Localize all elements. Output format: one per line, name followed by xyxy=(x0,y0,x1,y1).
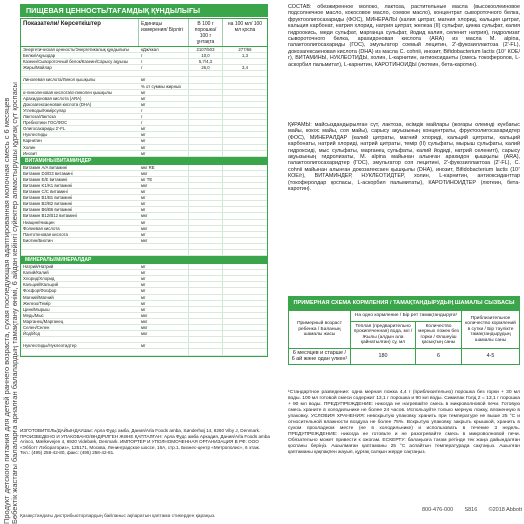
nutrition-cell xyxy=(189,313,223,318)
nutrition-cell: Натрий/Натрий xyxy=(23,264,54,270)
nutrition-cell: Йод/Йод xyxy=(23,331,40,337)
nutrition-cell xyxy=(189,183,223,188)
nutrition-cell xyxy=(189,331,223,336)
nutrition-cell xyxy=(189,270,223,275)
nutrition-cell xyxy=(139,250,189,255)
nutrition-cell: мкг xyxy=(139,331,189,336)
nutrition-cell xyxy=(223,84,267,89)
nutrition-cell: Лактоза/Лактоза xyxy=(23,114,56,120)
nutrition-cell: Фолиевая кислота xyxy=(23,225,60,231)
nutrition-cell: мг xyxy=(139,282,189,287)
nutrition-cell: 10,0 xyxy=(189,53,223,58)
nutrition-cell xyxy=(189,319,223,324)
nutrition-cell: мкг xyxy=(139,183,189,188)
nutrition-cell xyxy=(189,295,223,300)
nutrition-cell xyxy=(223,138,267,143)
nutrition-cell xyxy=(189,276,223,281)
nutrition-cell xyxy=(223,151,267,156)
nutrition-cell: мкг xyxy=(139,325,189,330)
left-panel xyxy=(20,0,270,524)
nutrition-cell: г xyxy=(139,120,189,125)
nutrition-cell: мг xyxy=(139,90,189,95)
nutrition-cell: мг xyxy=(139,276,189,281)
nutrition-cell: Марганец/Марганец xyxy=(23,318,64,324)
nutrition-cell xyxy=(189,171,223,176)
nutrition-cell: 1,3 xyxy=(242,53,248,59)
feed-col-per-feed: На одно кормление / Бір рет тамақтандыруға¹ xyxy=(351,311,462,322)
nutrition-cell xyxy=(189,301,223,306)
product-code: S816 xyxy=(464,507,478,513)
nutrition-cell xyxy=(223,288,267,293)
nutrition-cell xyxy=(223,189,267,194)
feeding-schedule xyxy=(288,296,520,365)
nutrition-cell xyxy=(189,238,223,243)
manufacturer-text: ИЗГОТОВИТЕЛЬ/ДАЙЫНДАУШЫ: Арла Фудс амба, Дания/Arla Foods amba, Sønderhøj 14, 8260 Viby J, Denmark. ПРОИЗВЕДЕНО И УПАКОВАНО/ӨНДІРІЛГЕН ЖӘНЕ ҚАПТАЛҒАН: Арла Фудс амба Аркадия, Дания/Arla Foods amba Arinco, Mælkevejen 4, 6920 Videbæk, Denmark. ИМПОРТЕР И УПОЛНОМОЧЕННАЯ ОРГАНИЗАЦИЯ В РФ: ООО «Эбботт Лэбораториз», 125171, Москва, Ленинградское шоссе, 16А, стр.1, Бизнес-центр «Метрополис», 6 этаж. Тел.: (495) 258-42-80, факс: (495) 258-42-81. xyxy=(20,428,270,456)
nutrition-cell xyxy=(189,232,223,237)
nutrition-cell xyxy=(223,276,267,281)
vertical-line-2: Бөбектік жастағы балаларға арналған балалардың тамақтану өнімі, 6 айдан кейінгі сүйектер алмастырушы құрғақ сүт қоспасы xyxy=(10,82,19,524)
feed-col-age: Примерный возраст ребенка / Баланың шамалы жасы xyxy=(289,311,351,349)
nutrition-cell xyxy=(189,102,223,107)
nutrition-cell: % от суммы жирных xyxy=(139,84,189,89)
nutrition-cell xyxy=(223,331,267,336)
nutrition-cell: Ниацин/Ниацин xyxy=(23,219,55,225)
nutrition-cell xyxy=(223,313,267,318)
nutrition-col-header xyxy=(21,19,267,47)
nutrition-cell xyxy=(223,295,267,300)
nutrition-cell xyxy=(21,84,139,89)
nutrition-cell: Магний/Магний xyxy=(23,294,54,300)
nutrition-cell xyxy=(223,171,267,176)
nutrition-cell xyxy=(139,71,189,76)
nutrition-cell: Карнитин xyxy=(23,138,42,144)
hotline: 800-476-000 xyxy=(422,507,454,513)
nutrition-cell xyxy=(223,232,267,237)
nutrition-cell: г xyxy=(139,65,189,70)
composition-kz: ҚҰРАМЫ: майсыздандырылған сүт, лактоза, өсімдік майлары (жоғары олеинді күнбағыс майы, кокос майы, соя майы), сарысу ақуызының концентраты, фруктоолигосахаридтер (ФОС), МИНЕРАЛДАР (калий цитраты, магний хлориді, кальций цитраты, кальций карбонаты, натрий хлориді, натрий цитраты, темір (II) сульфаты, мырыш сульфаты, калий гидроксиді, мыс сульфаты, марганец сульфаты, калий йодиді, натрий селениті), сарысу ақуызының гидролизаты, M. alpina майынан алынған арахидон қышқылы (ARA), галактоолигосахаридтер (ГОС), эмульгатор соя лецитині, 2'-фукозиллактоза (2'-FL), C. cohnii майынан алынған докозагексаен қышқылы (DHA), инозит, Bifidobacterium lactis (10⁷ КОЕ/г), ВИТАМИНДЕР, НУКЛЕОТИДТЕР, холин, L-карнитин, антиоксиданттар (токоферолдар қоспасы, L-аскорбил пальмитаты), КАРОТИНОИДТЕР (лютеин, бета-каротин). xyxy=(288,122,520,193)
nutrition-cell xyxy=(189,288,223,293)
nutrition-cell: Нуклеотиды/Нуклеотидтер xyxy=(23,343,77,349)
nutrition-cell xyxy=(189,264,223,269)
nutrition-cell xyxy=(189,132,223,137)
nutrition-cell: Олигосахариды 2'-FL xyxy=(23,126,66,132)
nutrition-cell xyxy=(223,307,267,312)
nutrition-cell: мг xyxy=(139,77,189,82)
nutrition-cell: 2107/503 xyxy=(189,47,223,52)
nutrition-cell: мг xyxy=(139,96,189,101)
nutrition-cell xyxy=(223,177,267,182)
nutrition-cell xyxy=(189,220,223,225)
nutrition-rows-main xyxy=(21,47,267,157)
nutrition-cell xyxy=(189,71,223,76)
nutrition-cell: Казеин/Сывороточный белок/Казеин/Сарысу ақуызы xyxy=(23,59,129,65)
nutrition-cell xyxy=(189,165,223,170)
nutrition-cell xyxy=(223,201,267,206)
nutrition-cell xyxy=(223,301,267,306)
feed-val-water: 180 xyxy=(351,348,416,364)
nutrition-cell: мг xyxy=(139,288,189,293)
nutrition-cell xyxy=(223,264,267,269)
nutrition-cell xyxy=(21,337,139,342)
nutrition-cell: 3,4 xyxy=(242,65,248,71)
nutrition-cell: Линолевая кислота/Линол қышқылы xyxy=(23,77,96,83)
nutrition-cell xyxy=(223,325,267,330)
nutrition-cell xyxy=(223,145,267,150)
nutrition-cell: мг TE xyxy=(139,177,189,182)
nutrition-header: ПИЩЕВАЯ ЦЕННОСТЬ/ТАҒАМДЫҚ ҚҰНДЫЛЫҒЫ xyxy=(20,4,268,17)
nutrition-cell: Железо/Темір xyxy=(23,300,51,306)
feed-col-count: Приблизительное количество кормлений в сутки / Бір тәулікте тамақтандырудың шамалы саны xyxy=(462,311,520,349)
nutrition-cell xyxy=(223,77,267,82)
col-per100ml: на 100 мл/ 100 мл қоспа xyxy=(227,21,263,33)
nutrition-cell: мг xyxy=(139,343,189,348)
feed-sub-spoons: Количество мерных ложек без горки / Өлшеуіш қасықтың саны xyxy=(415,321,461,348)
nutrition-cell: 277/66 xyxy=(238,47,252,52)
nutrition-cell xyxy=(223,207,267,212)
nutrition-cell xyxy=(189,226,223,231)
nutrition-cell xyxy=(189,349,223,354)
nutrition-cell xyxy=(223,183,267,188)
nutrition-cell xyxy=(223,349,267,354)
minerals-header: МИНЕРАЛЫ/МИНЕРАЛДАР xyxy=(21,256,267,264)
col-per100g: В 100 г порошка/ 100 г ұнтақта xyxy=(189,19,223,46)
nutrition-cell: Кальций/Кальций xyxy=(23,282,58,288)
nutrition-cell: Арахидоновая кислота (ARA) xyxy=(23,95,82,101)
feeding-header: ПРИМЕРНАЯ СХЕМА КОРМЛЕНИЯ / ТАМАҚТАНДЫРУДЫҢ ШАМАЛЫ СЫЗБАСЫ xyxy=(288,296,520,310)
nutrition-cell xyxy=(223,96,267,101)
nutrition-cell xyxy=(223,238,267,243)
vertical-side-text xyxy=(0,0,18,524)
nutrition-cell xyxy=(223,220,267,225)
nutrition-cell: Холин xyxy=(23,144,36,150)
nutrition-cell xyxy=(223,108,267,113)
nutrition-cell xyxy=(139,244,189,249)
nutrition-cell: мг xyxy=(139,138,189,143)
nutrition-cell xyxy=(189,325,223,330)
nutrition-cell xyxy=(21,244,139,249)
nutrition-cell xyxy=(189,195,223,200)
nutrition-rows-minerals xyxy=(21,264,267,355)
nutrition-cell: г xyxy=(139,53,189,58)
nutrition-cell xyxy=(189,207,223,212)
nutrition-cell: Жиры/Майлар xyxy=(23,65,52,71)
nutrition-cell xyxy=(189,307,223,312)
nutrition-cell: Пребиотики ГОС/ФОС xyxy=(23,120,68,126)
nutrition-cell: мг xyxy=(139,151,189,156)
nutrition-cell xyxy=(189,108,223,113)
nutrition-cell xyxy=(223,102,267,107)
nutrition-row xyxy=(21,349,267,355)
right-panel xyxy=(288,0,524,524)
nutrition-cell: мг xyxy=(139,145,189,150)
feed-val-count: 4-5 xyxy=(462,348,520,364)
nutrition-cell xyxy=(189,244,223,249)
vertical-line-1: Продукт детского питания для детей раннего возраста, сухая последующая адаптированная молочная смесь с 6 месяцев xyxy=(2,97,11,524)
nutrition-cell: мг xyxy=(139,232,189,237)
nutrition-cell xyxy=(21,71,139,76)
nutrition-cell: Докозагексаеновая кислота (DHA) xyxy=(23,101,92,107)
nutrition-cell: мг xyxy=(139,220,189,225)
nutrition-cell: α-линоленовая кислота/α-линолен қышқылы xyxy=(23,89,113,95)
nutrition-cell: Медь/Мыс xyxy=(23,312,44,318)
nutrition-cell xyxy=(223,282,267,287)
nutrition-cell xyxy=(189,282,223,287)
nutrition-cell xyxy=(223,126,267,131)
feed-sub-water: Теплая (предварительно прокипяченная) вода, мл / Жылы (алдын ала қайнатылған) су, мл xyxy=(351,321,416,348)
nutrition-cell xyxy=(189,126,223,131)
nutrition-cell: Биотин/Биотин xyxy=(23,237,53,243)
nutrition-cell: мкг xyxy=(139,313,189,318)
feed-val-age: 6 месяцев и старше / 6 ай және одан үлкен¹ xyxy=(289,348,351,364)
nutrition-cell: мкг xyxy=(139,226,189,231)
nutrition-cell xyxy=(139,337,189,342)
composition-ru: СОСТАВ: обезжиренное молоко, лактоза, растительные масла (высокоолеиновое подсолнечное масло, кокосовое масло, соевое масло), концентрат сывороточного белка, фруктоолигосахариды (ФОС), МИНЕРАЛЫ (калия цитрат, магния хлорид, кальция цитрат, кальция карбонат, натрия хлорид, натрия цитрат, железа (II) сульфат, цинка сульфат, калия гидроокись, меди сульфат, марганца сульфат, йодид калия, селенит натрия), гидролизат сывороточного белка, арахидоновая кислота (ARA) из масла M. alpina, галактоолигосахариды (ГОС), эмульгатор соевый лецитин, 2'-фукозиллактоза (2'-FL), докозагексаеновая кислота (DHA) из масла C. cohnii, инозит, Bifidobacterium lactis (10⁷ КОЕ/г), ВИТАМИНЫ, НУКЛЕОТИДЫ, холин, L-карнитин, антиоксиданты (смесь токоферолов, L-аскорбил пальмитат), L-карнитин, КАРОТИНОИДЫ (лютеин, бета-каротин). xyxy=(288,4,520,68)
nutrition-cell: г xyxy=(139,108,189,113)
nutrition-cell xyxy=(139,349,189,354)
nutrition-cell: мг xyxy=(139,264,189,269)
col-unit: Единицы измерения/ Бірлігі xyxy=(139,19,189,46)
nutrition-cell xyxy=(223,244,267,249)
nutrition-cell xyxy=(223,132,267,137)
nutrition-cell: мг xyxy=(139,270,189,275)
nutrition-cell: Витамин A/A витамині xyxy=(23,164,68,170)
nutrition-cell xyxy=(223,165,267,170)
nutrition-cell: Витамин B1/B1 витамині xyxy=(23,195,73,201)
nutrition-cell xyxy=(223,226,267,231)
nutrition-cell: Селен/Селен xyxy=(23,325,50,331)
nutrition-cell: мг xyxy=(139,201,189,206)
nutrition-cell: мг xyxy=(139,126,189,131)
manufacturer-info xyxy=(20,428,270,456)
nutrition-cell xyxy=(189,90,223,95)
nutrition-cell xyxy=(189,177,223,182)
nutrition-cell xyxy=(21,250,139,255)
nutrition-cell: Инозит xyxy=(23,150,38,156)
nutrition-cell xyxy=(189,77,223,82)
footer-codes xyxy=(422,507,522,513)
nutrition-cell: мкг xyxy=(139,171,189,176)
nutrition-cell: Витамин E/E витамині xyxy=(23,176,68,182)
nutrition-cell xyxy=(189,201,223,206)
nutrition-cell: г xyxy=(139,59,189,64)
nutrition-cell xyxy=(223,71,267,76)
nutrition-cell: 5,7/4,3 xyxy=(189,59,223,64)
nutrition-cell xyxy=(189,250,223,255)
nutrition-cell: Хлорид/Хлорид xyxy=(23,276,55,282)
col-indicator: Показатели/ Көрсеткіштер xyxy=(21,19,139,46)
nutrition-cell xyxy=(223,213,267,218)
nutrition-cell xyxy=(189,151,223,156)
distributor-note: Қазақстандағы дистрибьюторлардың байланыс ақпаратын қаптама стикерден қараңыз. xyxy=(20,514,216,519)
nutrition-cell: мг xyxy=(139,189,189,194)
nutrition-cell: Витамин D3/D3 витамині xyxy=(23,170,73,176)
nutrition-cell xyxy=(223,90,267,95)
nutrition-cell xyxy=(21,349,139,354)
nutrition-cell: мкг RE xyxy=(139,165,189,170)
nutrition-cell xyxy=(223,319,267,324)
nutrition-cell: Энергетическая ценность/Энергетикалық құндылығы xyxy=(23,47,130,52)
nutrition-cell: мг xyxy=(139,132,189,137)
nutrition-cell: мг xyxy=(139,195,189,200)
nutrition-cell: мкг xyxy=(139,238,189,243)
nutrition-cell: г xyxy=(139,114,189,119)
nutrition-cell: мг xyxy=(139,295,189,300)
copyright: ©2018 Abbott xyxy=(488,507,522,513)
nutrition-cell: Калий/Калий xyxy=(23,270,49,276)
nutrition-cell: Цинк/Мырыш xyxy=(23,306,50,312)
nutrition-cell xyxy=(189,337,223,342)
storage-notes: ¹Стандартное разведение: одна мерная ложка 4,4 г (приблизительно) порошка без горки + 30 мл воды. 100 мл готовой смеси содержит 13,1 г порошка и 90 мл воды. Симилак Голд 2 = 13,1 г порошка + 90 мл воды. ПРЕДУПРЕЖДЕНИЕ: никогда не нагревайте смесь в микроволновой печи. Готовую смесь храните в холодильнике не более 24 часов. Используйте только мерную ложку, вложенную в упаковку. УСЛОВИЯ ХРАНЕНИЯ: невскрытую упаковку хранить при температуре не выше 25 °С и относительной влажности воздуха не более 75%. Вскрытую упаковку закрыть крышкой, хранить в сухом прохладном месте (не в холодильнике) и использовать в течение 3 недель. ПРЕДУПРЕЖДЕНИЕ: никогда не готовьте и не разогревайте смесь в микроволновой печи. Обязательно может привести к ожогам. ЕСКЕРТУ: балаңызға тағам ретінде тек жаңа дайындалған қоспаны беріңіз. Ашылмаған қаптаманы 25 °С аспайтын температурада сақтаңыз. Ашылған қаптаманы қақпақпен жауып, құрғақ салқын жерде сақтаңыз. xyxy=(288,390,520,455)
nutrition-cell xyxy=(189,145,223,150)
nutrition-cell xyxy=(189,189,223,194)
nutrition-cell: 26,0 xyxy=(189,65,223,70)
nutrition-cell xyxy=(223,120,267,125)
nutrition-cell xyxy=(223,337,267,342)
nutrition-cell: кДж/ккал xyxy=(139,47,189,52)
nutrition-rows-vitamins xyxy=(21,165,267,256)
nutrition-cell: Витамин C/C витамині xyxy=(23,189,68,195)
nutrition-cell xyxy=(223,343,267,348)
nutrition-cell xyxy=(223,114,267,119)
nutrition-cell xyxy=(189,213,223,218)
nutrition-cell: мг xyxy=(139,307,189,312)
feed-val-spoons: 6 xyxy=(415,348,461,364)
nutrition-cell: мкг xyxy=(139,213,189,218)
feeding-table xyxy=(288,310,520,365)
nutrition-cell xyxy=(189,138,223,143)
nutrition-cell: Белки/Ақуыздар xyxy=(23,53,56,59)
nutrition-cell: Пантотеновая кислота xyxy=(23,231,68,237)
nutrition-cell xyxy=(189,114,223,119)
nutrition-cell: Витамин B12/B12 витамині xyxy=(23,213,77,219)
nutrition-cell: Витамин B2/B2 витамині xyxy=(23,201,73,207)
nutrition-cell: мг xyxy=(139,102,189,107)
nutrition-cell: мкг xyxy=(139,319,189,324)
nutrition-cell: Углеводы/Көмірсулар xyxy=(23,107,66,113)
nutrition-cell: мг xyxy=(139,301,189,306)
nutrition-cell: Нуклеотиды xyxy=(23,132,48,138)
nutrition-cell: Витамин B6/B6 витамині xyxy=(23,207,73,213)
nutrition-cell xyxy=(189,120,223,125)
nutrition-cell xyxy=(189,96,223,101)
vitamins-header: ВИТАМИНЫ/ВИТАМИНДЕР xyxy=(21,157,267,165)
nutrition-cell: мг xyxy=(139,207,189,212)
nutrition-cell xyxy=(223,250,267,255)
nutrition-cell xyxy=(189,84,223,89)
nutrition-cell: Фосфор/Фосфор xyxy=(23,288,57,294)
nutrition-cell xyxy=(223,195,267,200)
nutrition-cell xyxy=(223,59,267,64)
nutrition-table xyxy=(20,18,268,357)
nutrition-cell xyxy=(189,343,223,348)
nutrition-cell xyxy=(223,270,267,275)
nutrition-cell: Витамин K1/K1 витамині xyxy=(23,182,73,188)
